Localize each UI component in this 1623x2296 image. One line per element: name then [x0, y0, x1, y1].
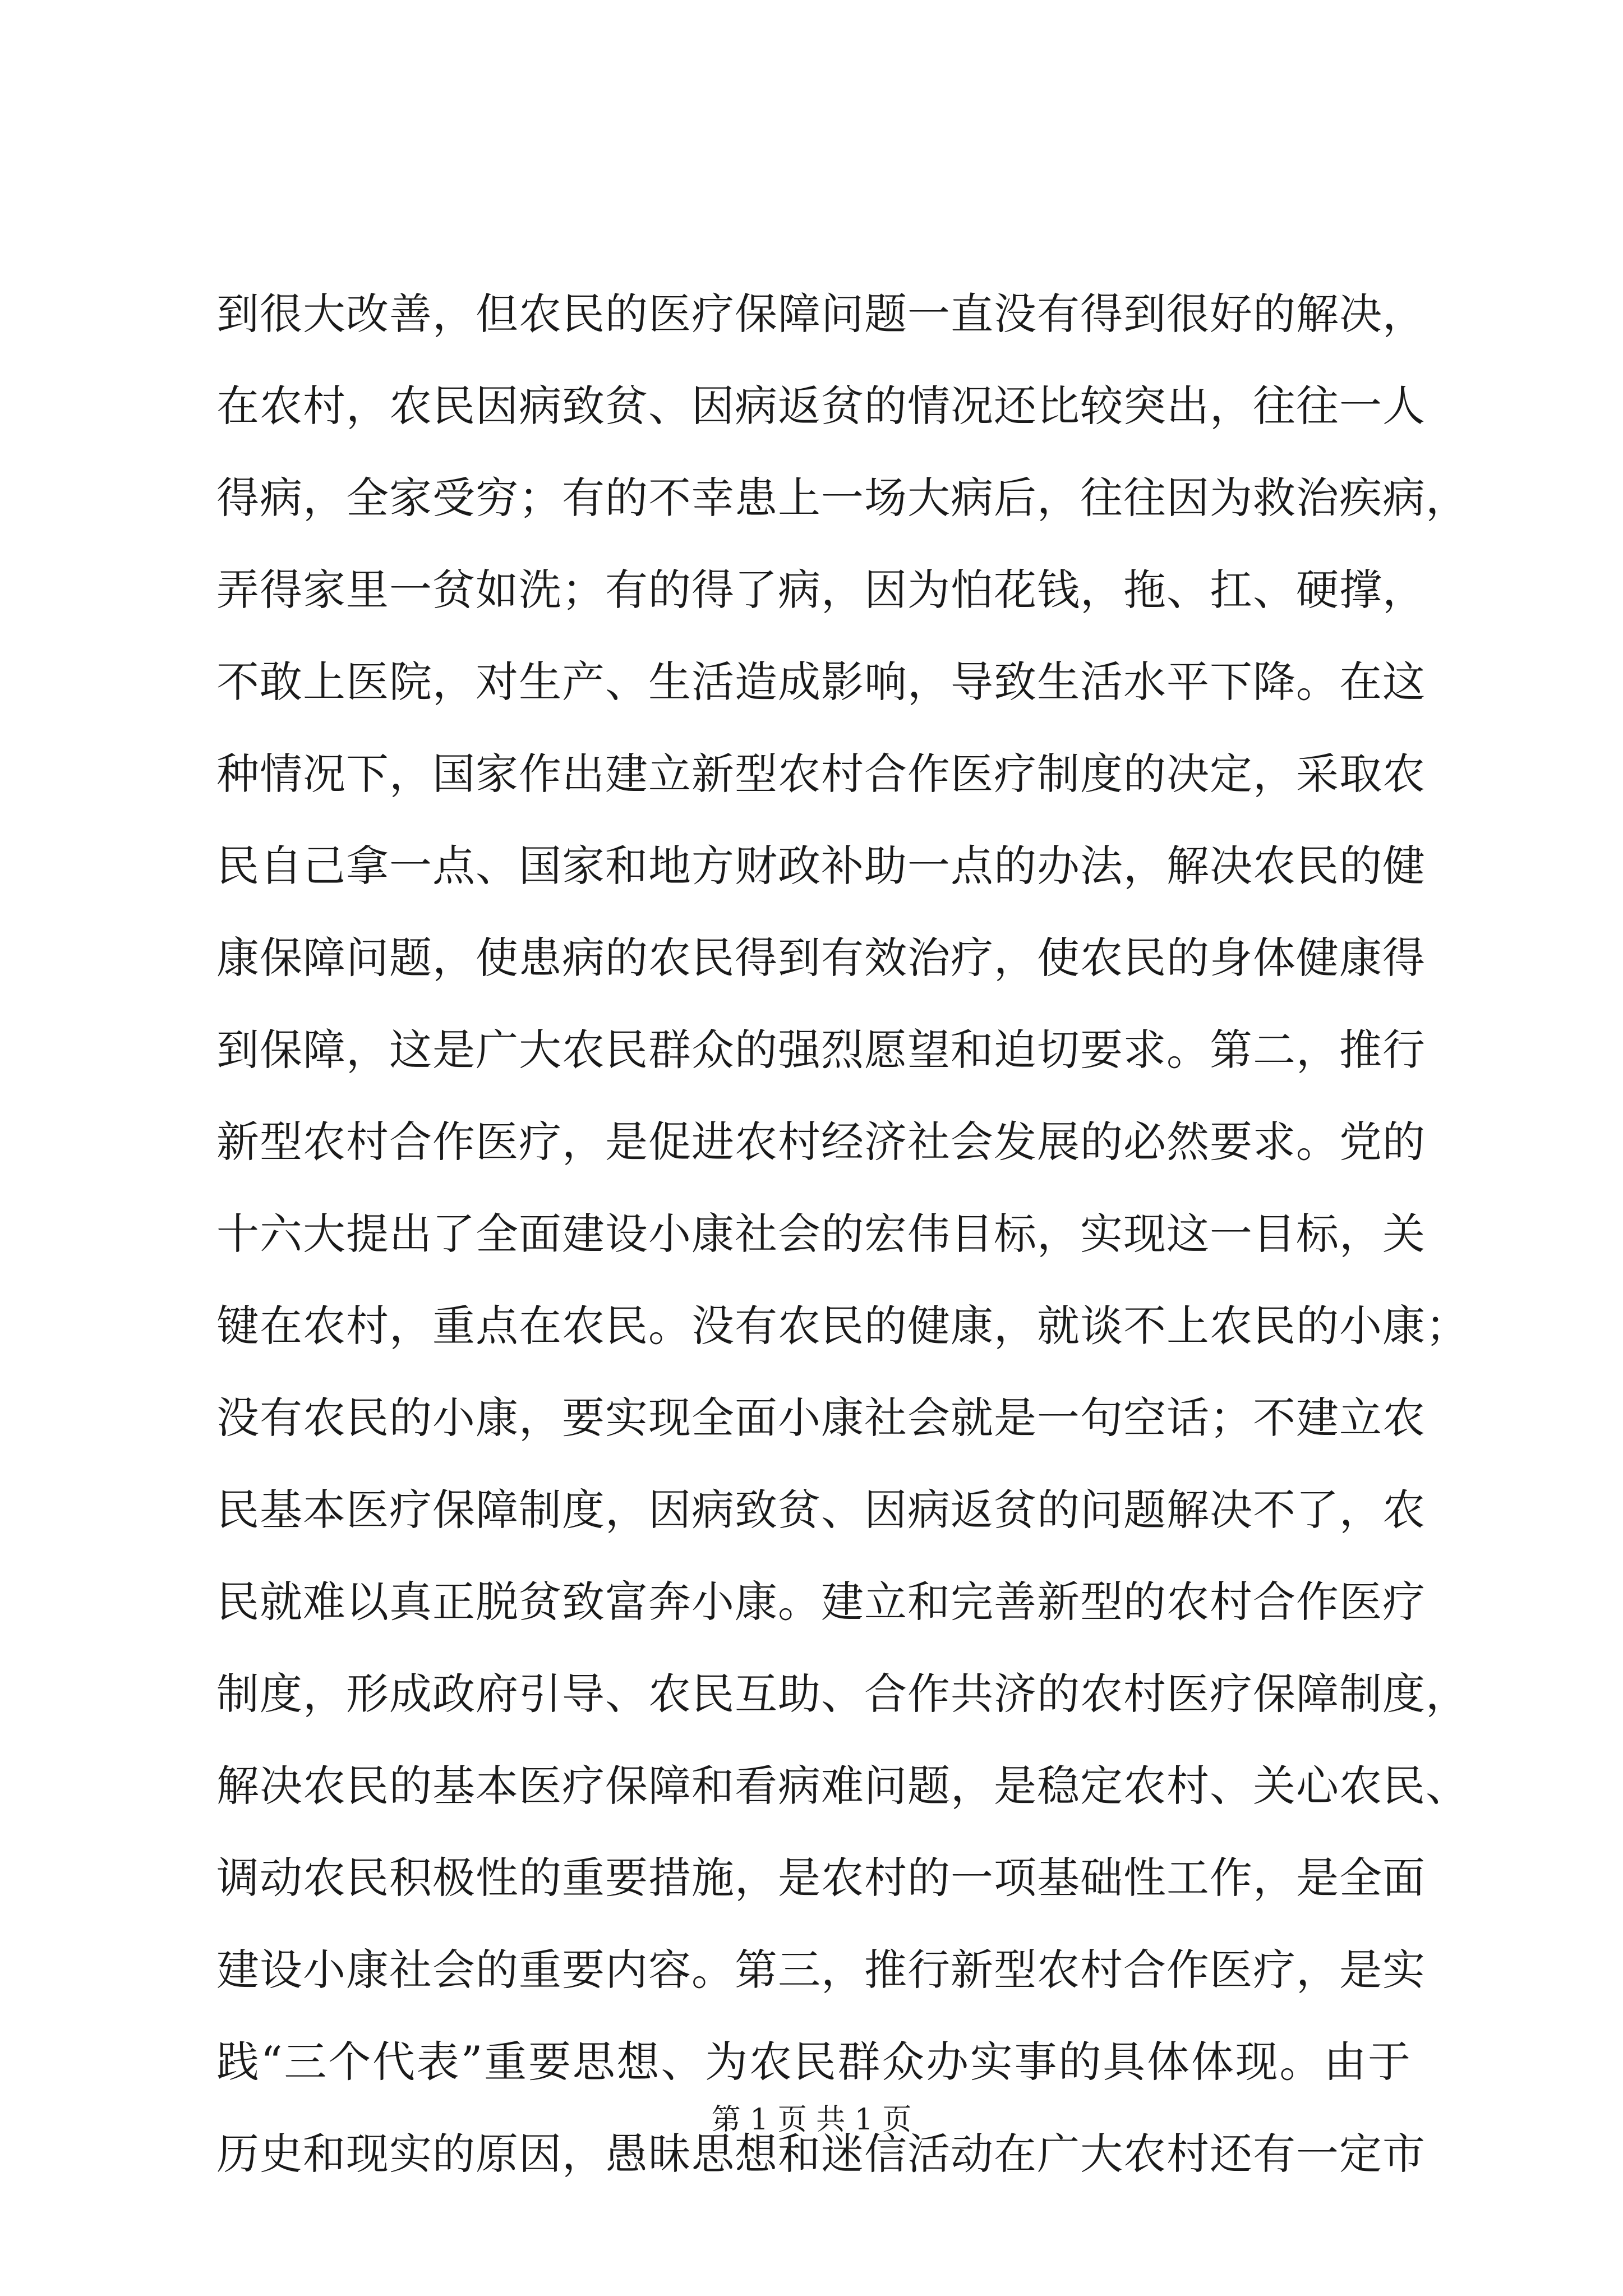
text-line: 弄得家里一贫如洗；有的得了病，因为怕花钱，拖、扛、硬撑， — [216, 565, 1426, 615]
text-line: 民就难以真正脱贫致富奔小康。建立和完善新型的农村合作医疗 — [216, 1577, 1426, 1627]
text-line: 种情况下，国家作出建立新型农村合作医疗制度的决定，采取农 — [216, 749, 1426, 799]
text-line: 践“三个代表”重要思想、为农民群众办实事的具体体现。由于 — [216, 2037, 1411, 2087]
text-line: 解决农民的基本医疗保障和看病难问题，是稳定农村、关心农民、 — [216, 1761, 1469, 1811]
text-line: 新型农村合作医疗，是促进农村经济社会发展的必然要求。党的 — [216, 1117, 1426, 1167]
text-line: 没有农民的小康，要实现全面小康社会就是一句空话；不建立农 — [216, 1393, 1426, 1443]
text-line: 在农村，农民因病致贫、因病返贫的情况还比较突出，往往一人 — [216, 381, 1426, 431]
text-line: 键在农村，重点在农民。没有农民的健康，就谈不上农民的小康； — [216, 1301, 1469, 1351]
text-line: 到保障，这是广大农民群众的强烈愿望和迫切要求。第二，推行 — [216, 1025, 1426, 1075]
text-line: 康保障问题，使患病的农民得到有效治疗，使农民的身体健康得 — [216, 933, 1426, 983]
text-line: 调动农民积极性的重要措施，是农村的一项基础性工作，是全面 — [216, 1853, 1426, 1903]
text-line: 十六大提出了全面建设小康社会的宏伟目标，实现这一目标，关 — [216, 1209, 1426, 1259]
text-line: 建设小康社会的重要内容。第三，推行新型农村合作医疗，是实 — [216, 1945, 1426, 1995]
body-text — [216, 268, 1469, 2200]
text-line: 不敢上医院，对生产、生活造成影响，导致生活水平下降。在这 — [216, 657, 1426, 707]
text-line: 民自己拿一点、国家和地方财政补助一点的办法，解决农民的健 — [216, 841, 1426, 891]
text-line: 制度，形成政府引导、农民互助、合作共济的农村医疗保障制度， — [216, 1669, 1469, 1719]
text-line: 到很大改善，但农民的医疗保障问题一直没有得到很好的解决， — [216, 289, 1426, 339]
page-footer: 第 1 页 共 1 页 — [711, 2103, 912, 2137]
text-line: 历史和现实的原因，愚昧思想和迷信活动在广大农村还有一定市 — [216, 2129, 1426, 2179]
text-line: 民基本医疗保障制度，因病致贫、因病返贫的问题解决不了，农 — [216, 1485, 1426, 1535]
text-line: 得病，全家受穷；有的不幸患上一场大病后，往往因为救治疾病， — [216, 473, 1469, 523]
